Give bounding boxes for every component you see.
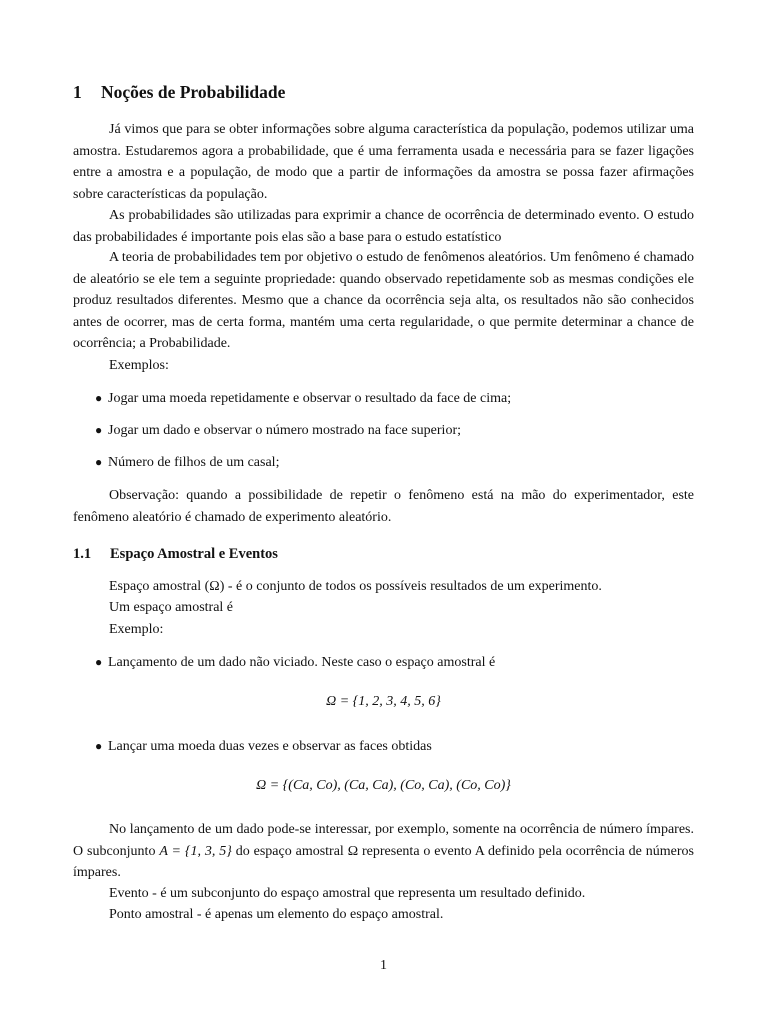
- list-item: ● Lançar uma moeda duas vezes e observar as faces obtidas: [95, 736, 432, 758]
- event-definition: Evento - é um subconjunto do espaço amostral que representa um resultado definido.: [109, 886, 586, 901]
- subsection-heading: [73, 546, 278, 563]
- sample-space-line: Um espaço amostral é: [109, 600, 234, 615]
- observation-paragraph: Observação: quando a possibilidade de repetir o fenômeno está na mão do experimentador, este fenômeno aleatório é chamado de experimento aleatório.: [73, 488, 694, 525]
- sample-space-definition: Espaço amostral (Ω) - é o conjunto de todos os possíveis resultados de um experimento.: [109, 579, 602, 594]
- bullet-icon: ●: [95, 391, 103, 405]
- bullet-icon: ●: [95, 423, 103, 437]
- example-label: Exemplo:: [109, 622, 164, 637]
- bullet-icon: ●: [95, 739, 103, 753]
- examples-label: Exemplos:: [109, 358, 169, 373]
- list-item: ● Jogar uma moeda repetidamente e observar o resultado da face de cima;: [95, 388, 511, 410]
- list-item: ● Jogar um dado e observar o número mostrado na face superior;: [95, 420, 461, 442]
- bullet-icon: ●: [95, 455, 103, 469]
- equation-die: Ω = {1, 2, 3, 4, 5, 6}: [326, 694, 441, 709]
- list-item: ● Número de filhos de um casal;: [95, 452, 279, 474]
- bullet-icon: ●: [95, 655, 103, 669]
- section-heading: [73, 82, 285, 103]
- document-page: [73, 0, 694, 1024]
- sample-point-definition: Ponto amostral - é apenas um elemento do espaço amostral.: [109, 907, 444, 922]
- section-number: 1: [73, 82, 82, 102]
- subsection-title: Espaço Amostral e Eventos: [110, 546, 278, 562]
- list-item: ● Lançamento de um dado não viciado. Neste caso o espaço amostral é: [95, 652, 495, 674]
- section-title: Noções de Probabilidade: [101, 82, 286, 102]
- theory-paragraph: A teoria de probabilidades tem por objetivo o estudo de fenômenos aleatórios. Um fenômeno é chamado de aleatório se ele tem a seguinte propriedade: quando observado repetidamente sob as mesmas condições ele produz resultados diferentes. Mesmo que a chance da ocorrência seja alta, os resultados não são conhecidos antes de ocorrer, mas de certa forma, mantém uma certa regularidade, o que permite determinar a chance de ocorrência; a Probabilidade.: [73, 250, 694, 351]
- equation-coin: Ω = {(Ca, Co), (Ca, Ca), (Co, Ca), (Co, Co)}: [256, 778, 511, 793]
- subset-math: A = {1, 3, 5}: [159, 843, 232, 859]
- intro-paragraph: Já vimos que para se obter informações sobre alguma característica da população, podemos utilizar uma amostra. Estudaremos agora a probabilidade, que é uma ferramenta usada e necessária para se fazer ligações entre a amostra e a população, de modo que a partir de informações da amostra se possa fazer afirmações sobre características da população.: [73, 122, 694, 202]
- page-number: 1: [380, 958, 387, 973]
- odd-numbers-paragraph: No lançamento de um dado pode-se interessar, por exemplo, somente na ocorrência de número ímpares. O subconjunto A = {1, 3, 5} do espaço amostral Ω representa o evento A definido pela ocorrência de números ímpares.: [73, 822, 694, 880]
- probability-paragraph: As probabilidades são utilizadas para exprimir a chance de ocorrência de determinado evento. O estudo das probabilidades é importante pois elas são a base para o estudo estatístico: [73, 208, 694, 245]
- subsection-number: 1.1: [73, 546, 92, 562]
